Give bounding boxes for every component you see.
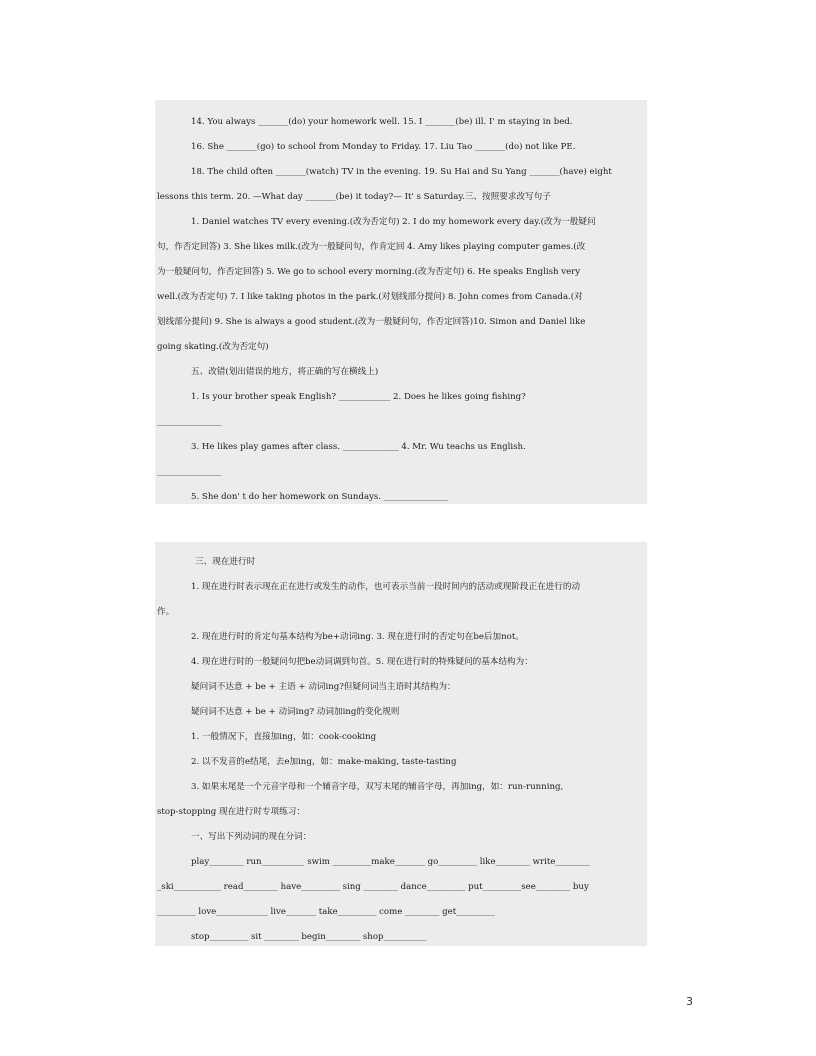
text-line: 1. 一般情况下，直接加ing，如：cook-cooking <box>191 732 377 742</box>
text-line: 划线部分提问) 9. She is always a good student.(改为一般疑问句，作否定回答)10. Simon and Daniel like <box>157 317 586 327</box>
text-line: 句，作否定回答) 3. She likes milk.(改为一般疑问句，作肯定回 4. Amy likes playing computer games.(改 <box>157 242 586 252</box>
page-number: 3 <box>686 995 693 1008</box>
text-line: 疑问词不达意 + be + 动词ing? 动词加ing的变化规则 <box>191 707 400 717</box>
verb-list-line: play________ run__________ swim _________make_______ go_________ like________ write________ <box>191 857 590 867</box>
text-line: 作。 <box>157 607 175 617</box>
text-line: 1. Is your brother speak English? ____________ 2. Does he likes going fishing? <box>191 392 526 402</box>
text-line: lessons this term. 20. —What day _______(be) it today?— It' s Saturday.三、按照要求改写句子 <box>157 192 551 202</box>
text-line: going skating.(改为否定句) <box>157 342 269 352</box>
exercise-panel-top <box>155 100 647 504</box>
present-continuous-panel <box>155 542 647 946</box>
text-line: 1. 现在进行时表示现在正在进行或发生的动作，也可表示当前一段时间内的活动或现阶段正在进行的动 <box>191 582 581 592</box>
answer-blank-line: _______________ <box>157 467 222 477</box>
text-line: 14. You always _______(do) your homework well. 15. I _______(be) ill. I' m staying in bed. <box>191 117 573 127</box>
answer-blank-line: _______________ <box>157 417 222 427</box>
text-line: 疑问词不达意 + be + 主语 + 动词ing?但疑问词当主语时其结构为： <box>191 682 456 692</box>
text-line: 18. The child often _______(watch) TV in the evening. 19. Su Hai and Su Yang _______(have) eight <box>191 167 612 177</box>
text-line: well.(改为否定句) 7. I like taking photos in the park.(对划线部分提问) 8. John comes from Canada.(对 <box>157 292 583 302</box>
text-line: 3. 如果末尾是一个元音字母和一个辅音字母，双写末尾的辅音字母，再加ing，如：run-running, <box>191 782 564 792</box>
text-line: 2. 现在进行时的肯定句基本结构为be+动词ing. 3. 现在进行时的否定句在be后加not。 <box>191 632 524 642</box>
text-line: stop-stopping 现在进行时专项练习： <box>157 807 305 817</box>
verb-list-line: _ski___________ read________ have_________ sing ________ dance_________ put_________see________ buy <box>157 882 589 892</box>
section-heading: 三、现在进行时 <box>195 557 256 567</box>
text-line: 3. He likes play games after class. _____________ 4. Mr. Wu teachs us English. <box>191 442 526 452</box>
verb-list-line: _________ love____________ live_______ take_________ come ________ get_________ <box>157 907 495 917</box>
section-heading: 一、写出下列动词的现在分词： <box>191 832 312 842</box>
text-line: 5. She don' t do her homework on Sundays. _______________ <box>191 492 449 502</box>
verb-list-line: stop_________ sit ________ begin________ shop__________ <box>191 932 427 942</box>
text-line: 4. 现在进行时的一般疑问句把be动词调到句首。5. 现在进行时的特殊疑问的基本结构为： <box>191 657 533 667</box>
text-line: 16. She _______(go) to school from Monday to Friday. 17. Liu Tao _______(do) not like PE. <box>191 142 576 152</box>
section-heading: 五、改错(划出错误的地方，将正确的写在横线上) <box>191 367 379 377</box>
text-line: 为一般疑问句，作否定回答) 5. We go to school every morning.(改为否定句) 6. He speaks English very <box>157 267 581 277</box>
text-line: 2. 以不发音的e结尾，去e加ing，如：make-making, taste-tasting <box>191 757 457 767</box>
text-line: 1. Daniel watches TV every evening.(改为否定句) 2. I do my homework every day.(改为一般疑问 <box>191 217 596 227</box>
